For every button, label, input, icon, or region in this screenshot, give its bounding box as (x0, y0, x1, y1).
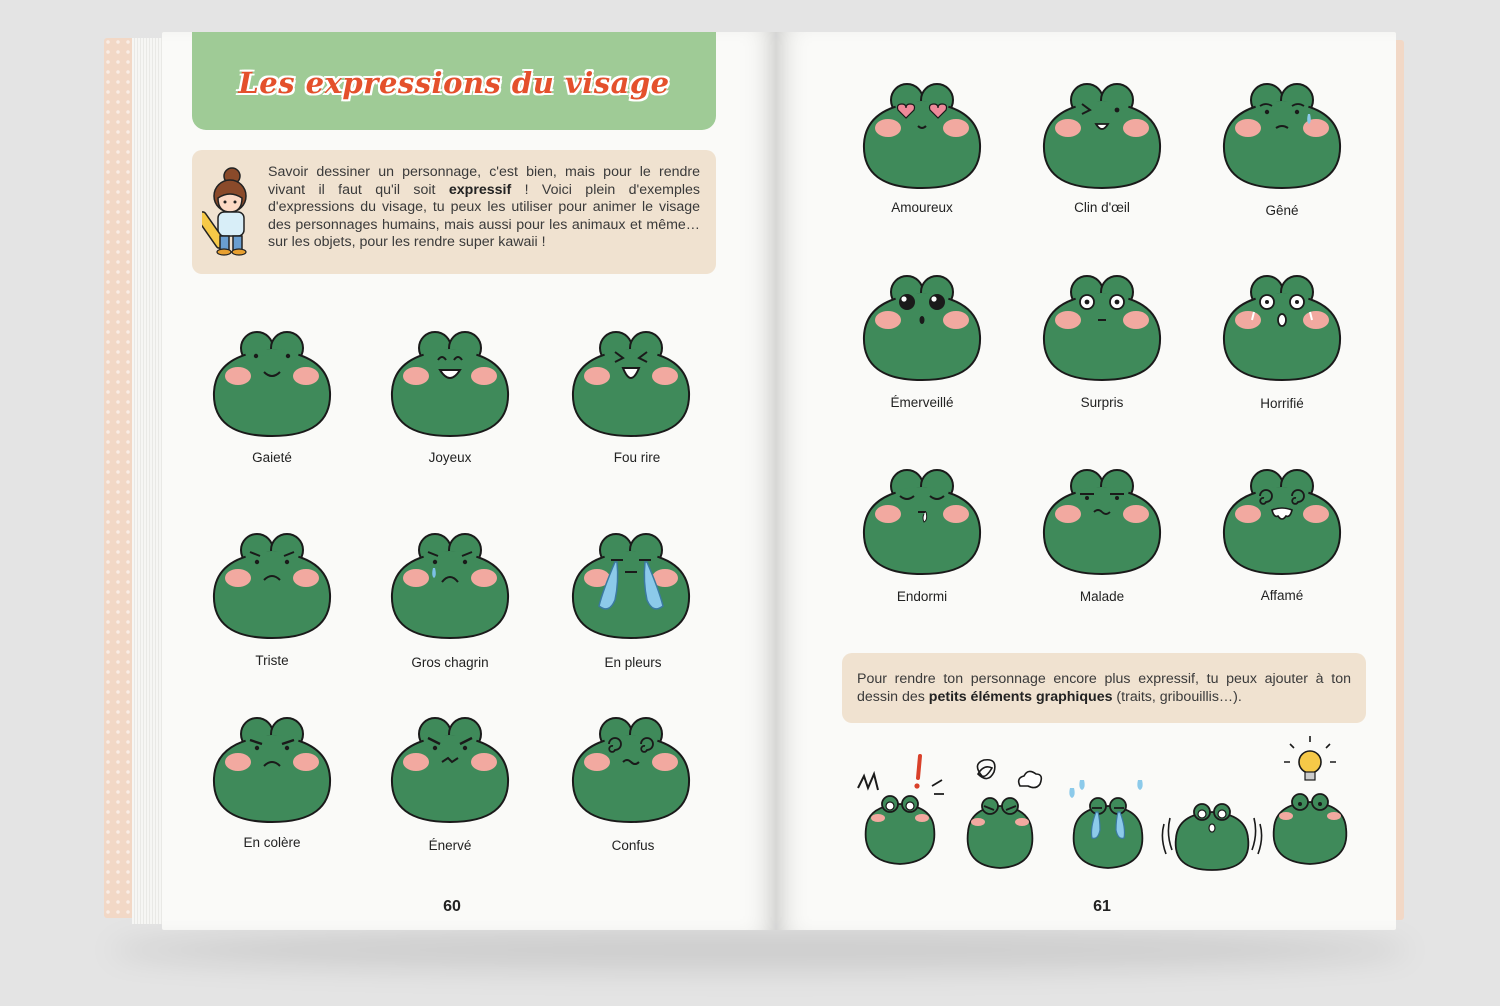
frog-clin-doeil (1040, 70, 1164, 190)
frog-malade-icon (1040, 456, 1164, 576)
frog-tear-drops-icon (1062, 766, 1162, 872)
frog-shaking-lines-icon (1160, 784, 1264, 874)
label-fou-rire: Fou rire (613, 450, 661, 465)
frog-triste (210, 520, 334, 640)
frog-en-colere-icon (210, 704, 334, 824)
intro-text: Savoir dessiner un personnage, c'est bien, mais pour le rendre vivant il faut qu'il soit expressif ! Voici plein d'exemples d'expressions du visage, tu peux les utiliser pour animer le visage des personnages humains, mais aussi pour les animaux et même… sur les objets, pour les rendre super kawaii ! (268, 164, 700, 251)
frog-affame-icon (1220, 456, 1344, 576)
page-number-left: 60 (443, 898, 461, 915)
left-page (162, 32, 776, 930)
frog-gaiete (210, 318, 334, 438)
frog-en-colere (210, 704, 334, 824)
frog-gene (1220, 70, 1344, 190)
frog-emerveille (860, 262, 984, 382)
label-confus: Confus (611, 838, 655, 853)
frog-endormi (860, 456, 984, 576)
frog-gros-chagrin (388, 520, 512, 640)
frog-en-pleurs-icon (569, 520, 693, 640)
label-surpris: Surpris (1080, 395, 1124, 410)
label-clin-doeil: Clin d'œil (1074, 200, 1130, 215)
frog-fou-rire (569, 318, 693, 438)
right-page (776, 32, 1396, 930)
frog-horrifie (1220, 262, 1344, 382)
frog-enerve-icon (388, 704, 512, 824)
label-gene: Gêné (1265, 203, 1299, 218)
label-gaiete: Gaieté (252, 450, 292, 465)
frog-surpris (1040, 262, 1164, 382)
label-enerve: Énervé (428, 838, 472, 853)
frog-malade (1040, 456, 1164, 576)
frog-gaiete-icon (210, 318, 334, 438)
frog-joyeux (388, 318, 512, 438)
label-en-colere: En colère (243, 835, 301, 850)
frog-joyeux-icon (388, 318, 512, 438)
label-en-pleurs: En pleurs (604, 655, 662, 670)
frog-exclamation-lines-icon (852, 748, 952, 868)
frog-amoureux (860, 70, 984, 190)
frog-gene-icon (1220, 70, 1344, 190)
label-triste: Triste (255, 653, 289, 668)
page-number-right: 61 (1093, 898, 1111, 915)
label-emerveille: Émerveillé (890, 395, 954, 410)
frog-idea-bulb-icon (1268, 736, 1356, 868)
frog-surpris-icon (1040, 262, 1164, 382)
girl-with-pencil-icon (202, 166, 260, 258)
frog-enerve (388, 704, 512, 824)
label-endormi: Endormi (896, 589, 948, 604)
frog-clin-doeil-icon (1040, 70, 1164, 190)
frog-emerveille-icon (860, 262, 984, 382)
label-gros-chagrin: Gros chagrin (411, 655, 489, 670)
label-amoureux: Amoureux (891, 200, 953, 215)
frog-amoureux-icon (860, 70, 984, 190)
page-title: Les expressions du visage (238, 66, 670, 100)
frog-confus (569, 704, 693, 824)
title-banner (192, 32, 716, 130)
label-horrifie: Horrifié (1260, 396, 1304, 411)
frog-confus-icon (569, 704, 693, 824)
frog-triste-icon (210, 520, 334, 640)
frog-endormi-icon (860, 456, 984, 576)
frog-gros-chagrin-icon (388, 520, 512, 640)
frog-affame (1220, 456, 1344, 576)
frog-en-pleurs (569, 520, 693, 640)
frog-horrifie-icon (1220, 262, 1344, 382)
frog-fou-rire-icon (569, 318, 693, 438)
label-joyeux: Joyeux (428, 450, 472, 465)
book-shadow (110, 930, 1410, 970)
label-malade: Malade (1079, 589, 1125, 604)
frog-scribble-steam-icon (958, 756, 1058, 872)
intro-note (192, 150, 716, 274)
tip-note (842, 653, 1366, 723)
tip-text: Pour rendre ton personnage encore plus expressif, tu peux ajouter à ton dessin des petits éléments graphiques (traits, gribouillis…). (857, 671, 1351, 705)
label-affame: Affamé (1260, 588, 1304, 603)
